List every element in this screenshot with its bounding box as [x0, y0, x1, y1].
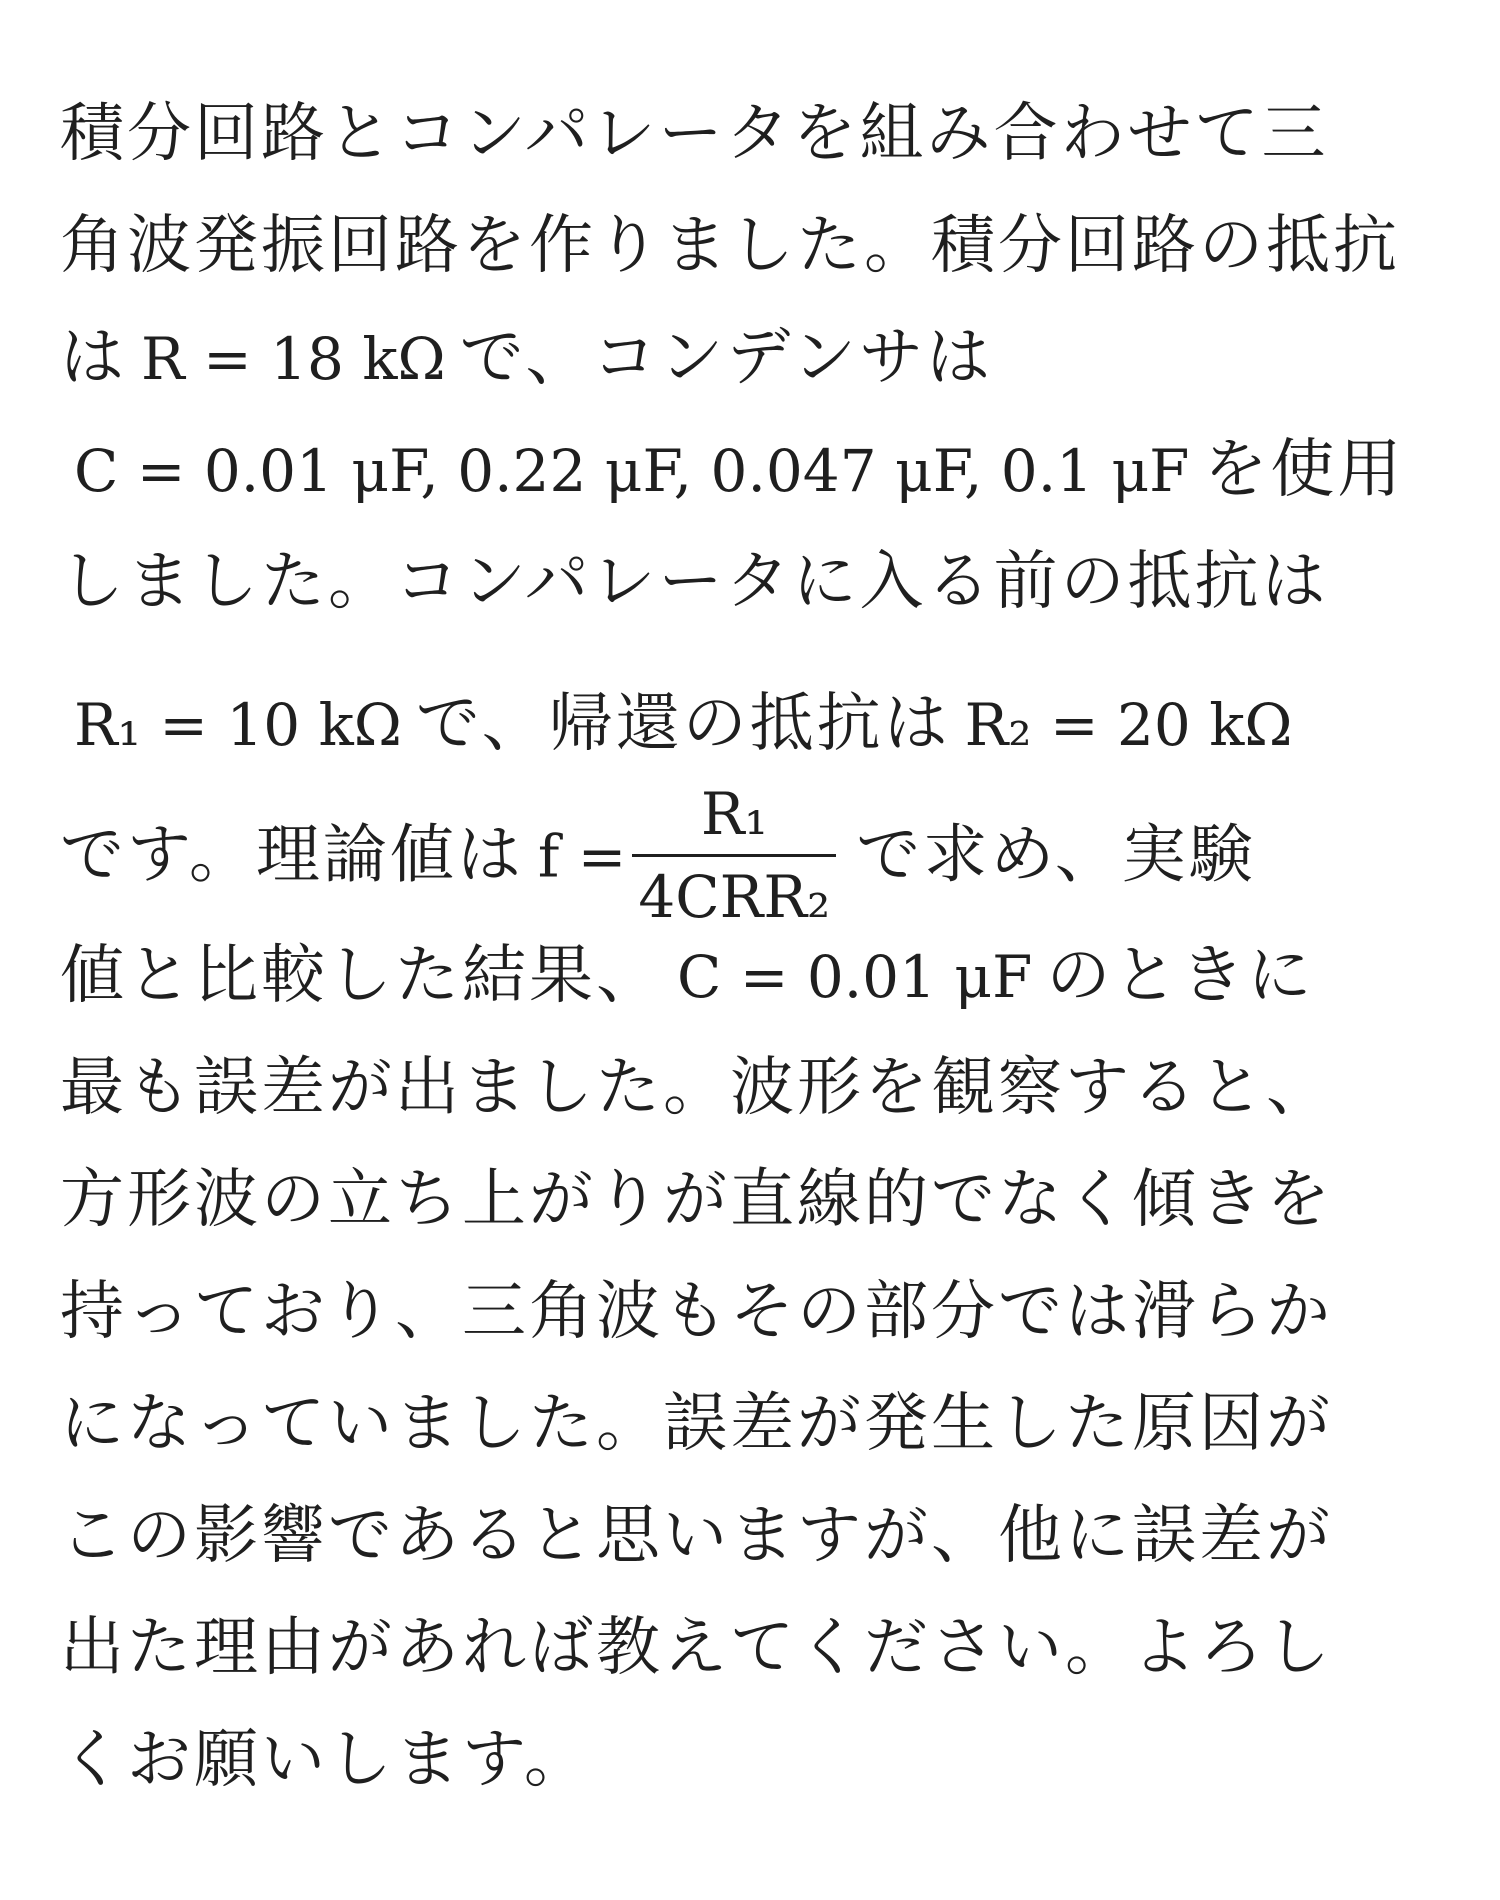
math-resistance-r1: R₁ = 10 kΩ: [74, 691, 402, 759]
math-capacitance-list: C = 0.01 μF, 0.22 μF, 0.047 μF, 0.1 μF: [74, 437, 1190, 505]
text-segment: になっていました。誤差が発生した原因が: [60, 1387, 1333, 1461]
text-line: [60, 780, 1440, 931]
text-segment: を使用: [1203, 433, 1405, 507]
math-resistance-r2: R₂ = 20 kΩ: [964, 691, 1293, 759]
text-line: [60, 1704, 1440, 1816]
text-segment: です。理論値は: [60, 818, 524, 893]
text-line: [60, 920, 1440, 1032]
text-segment: 出た理由があれば教えてください。よろし: [60, 1611, 1333, 1685]
fraction-numerator: R₁: [700, 780, 768, 848]
text-segment: くお願いします。: [60, 1723, 591, 1797]
text-line: [60, 302, 1440, 414]
text-line: [60, 78, 1440, 190]
text-segment: で求め、実験: [856, 818, 1256, 893]
text-segment: この影響であると思いますが、他に誤差が: [60, 1499, 1333, 1573]
formula-fraction: [632, 774, 836, 937]
math-capacitance-c: C = 0.01 μF: [677, 943, 1033, 1011]
text-segment: 角波発振回路を作りました。積分回路の抵抗: [60, 209, 1400, 283]
text-line: [60, 1032, 1440, 1144]
text-line: [60, 526, 1440, 638]
fraction-denominator: 4CRR₂: [638, 863, 831, 931]
text-segment: で、コンデンサは: [459, 321, 994, 395]
text-segment: しました。コンパレータに入る前の抵抗は: [60, 545, 1329, 619]
text-segment: 積分回路とコンパレータを組み合わせて三: [60, 97, 1329, 171]
text-line: [60, 1592, 1440, 1704]
text-segment: 方形波の立ち上がりが直線的でなく傾きを: [60, 1163, 1333, 1237]
text-line: [60, 1256, 1440, 1368]
question-text: [60, 78, 1440, 1816]
text-segment: 持っており、三角波もその部分では滑らか: [60, 1275, 1333, 1349]
text-line: [60, 668, 1440, 780]
math-resistance-r: R = 18 kΩ: [141, 325, 446, 393]
text-segment: 値と比較した結果、: [60, 939, 663, 1013]
spacer: [60, 638, 1440, 668]
text-segment: で、帰還の抵抗は: [415, 687, 951, 761]
formula-lhs: f =: [537, 822, 627, 891]
text-line: [60, 1480, 1440, 1592]
math-formula: [524, 780, 856, 943]
text-segment: のときに: [1046, 939, 1315, 1013]
text-line: [60, 1368, 1440, 1480]
text-segment: は: [60, 321, 127, 395]
text-segment: 最も誤差が出ました。波形を観察すると、: [60, 1051, 1333, 1125]
text-line: [60, 414, 1440, 526]
text-line: [60, 190, 1440, 302]
text-line: [60, 1144, 1440, 1256]
